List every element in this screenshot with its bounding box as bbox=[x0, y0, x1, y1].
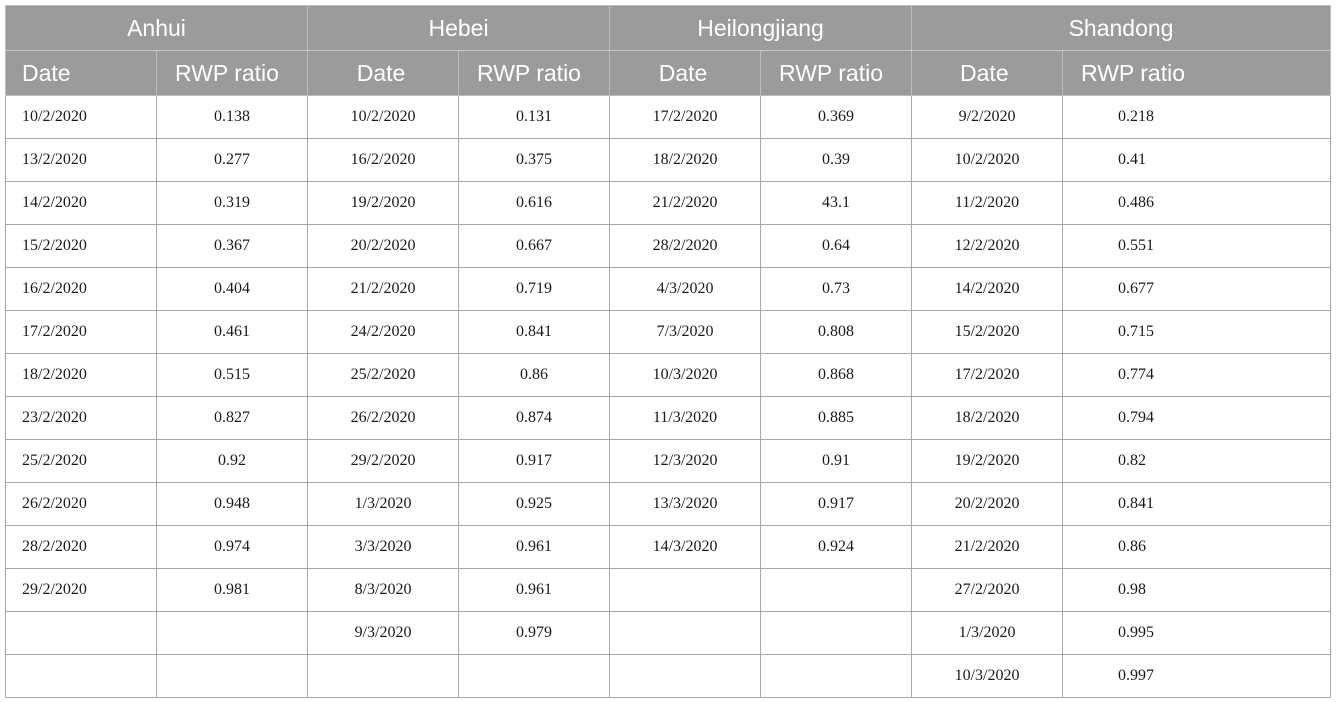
heilongjiang-date-cell: 12/3/2020 bbox=[610, 440, 761, 483]
heilongjiang-ratio-cell bbox=[761, 655, 912, 698]
rwp-ratio-table bbox=[5, 5, 1331, 698]
shandong-date-cell: 9/2/2020 bbox=[912, 96, 1063, 139]
heilongjiang-ratio-cell: 0.917 bbox=[761, 483, 912, 526]
anhui-ratio-cell: 0.515 bbox=[157, 354, 308, 397]
hebei-ratio-cell: 0.917 bbox=[459, 440, 610, 483]
hebei-date-cell bbox=[308, 655, 459, 698]
hebei-ratio-cell: 0.979 bbox=[459, 612, 610, 655]
heilongjiang-date-cell bbox=[610, 612, 761, 655]
shandong-ratio-cell: 0.486 bbox=[1063, 182, 1331, 225]
anhui-date-cell: 28/2/2020 bbox=[6, 526, 157, 569]
heilongjiang-ratio-cell: 0.924 bbox=[761, 526, 912, 569]
heilongjiang-ratio-cell bbox=[761, 612, 912, 655]
heilongjiang-date-cell: 18/2/2020 bbox=[610, 139, 761, 182]
table-row bbox=[6, 483, 1331, 526]
shandong-ratio-cell: 0.995 bbox=[1063, 612, 1331, 655]
anhui-ratio-cell: 0.827 bbox=[157, 397, 308, 440]
anhui-ratio-cell: 0.92 bbox=[157, 440, 308, 483]
heilongjiang-date-cell bbox=[610, 655, 761, 698]
shandong-date-cell: 19/2/2020 bbox=[912, 440, 1063, 483]
heilongjiang-ratio-cell: 0.39 bbox=[761, 139, 912, 182]
hebei-date-cell: 21/2/2020 bbox=[308, 268, 459, 311]
anhui-ratio-cell: 0.277 bbox=[157, 139, 308, 182]
hebei-date-cell: 16/2/2020 bbox=[308, 139, 459, 182]
shandong-date-cell: 15/2/2020 bbox=[912, 311, 1063, 354]
anhui-ratio-cell: 0.138 bbox=[157, 96, 308, 139]
shandong-ratio-cell: 0.794 bbox=[1063, 397, 1331, 440]
column-header-date: Date bbox=[912, 51, 1063, 96]
hebei-date-cell: 25/2/2020 bbox=[308, 354, 459, 397]
hebei-ratio-cell: 0.925 bbox=[459, 483, 610, 526]
table-row bbox=[6, 397, 1331, 440]
shandong-date-cell: 1/3/2020 bbox=[912, 612, 1063, 655]
heilongjiang-date-cell: 11/3/2020 bbox=[610, 397, 761, 440]
hebei-date-cell: 1/3/2020 bbox=[308, 483, 459, 526]
column-header-date: Date bbox=[308, 51, 459, 96]
region-header-hebei: Hebei bbox=[308, 6, 610, 51]
anhui-date-cell: 15/2/2020 bbox=[6, 225, 157, 268]
anhui-ratio-cell: 0.948 bbox=[157, 483, 308, 526]
anhui-ratio-cell bbox=[157, 612, 308, 655]
anhui-date-cell: 26/2/2020 bbox=[6, 483, 157, 526]
hebei-ratio-cell: 0.841 bbox=[459, 311, 610, 354]
hebei-date-cell: 24/2/2020 bbox=[308, 311, 459, 354]
table-row bbox=[6, 354, 1331, 397]
shandong-date-cell: 27/2/2020 bbox=[912, 569, 1063, 612]
table-row bbox=[6, 311, 1331, 354]
shandong-ratio-cell: 0.82 bbox=[1063, 440, 1331, 483]
column-header-date: Date bbox=[610, 51, 761, 96]
heilongjiang-date-cell: 17/2/2020 bbox=[610, 96, 761, 139]
heilongjiang-date-cell: 14/3/2020 bbox=[610, 526, 761, 569]
table-row bbox=[6, 225, 1331, 268]
anhui-date-cell: 16/2/2020 bbox=[6, 268, 157, 311]
anhui-date-cell: 13/2/2020 bbox=[6, 139, 157, 182]
hebei-date-cell: 26/2/2020 bbox=[308, 397, 459, 440]
shandong-date-cell: 18/2/2020 bbox=[912, 397, 1063, 440]
shandong-date-cell: 14/2/2020 bbox=[912, 268, 1063, 311]
shandong-ratio-cell: 0.98 bbox=[1063, 569, 1331, 612]
table-row bbox=[6, 655, 1331, 698]
hebei-date-cell: 3/3/2020 bbox=[308, 526, 459, 569]
hebei-ratio-cell: 0.375 bbox=[459, 139, 610, 182]
column-header-rwp-ratio: RWP ratio bbox=[761, 51, 912, 96]
heilongjiang-date-cell bbox=[610, 569, 761, 612]
hebei-date-cell: 19/2/2020 bbox=[308, 182, 459, 225]
heilongjiang-ratio-cell: 0.868 bbox=[761, 354, 912, 397]
region-header-row bbox=[6, 6, 1331, 51]
shandong-ratio-cell: 0.551 bbox=[1063, 225, 1331, 268]
heilongjiang-ratio-cell: 0.885 bbox=[761, 397, 912, 440]
anhui-ratio-cell: 0.367 bbox=[157, 225, 308, 268]
shandong-date-cell: 10/3/2020 bbox=[912, 655, 1063, 698]
anhui-date-cell: 25/2/2020 bbox=[6, 440, 157, 483]
shandong-ratio-cell: 0.841 bbox=[1063, 483, 1331, 526]
shandong-ratio-cell: 0.774 bbox=[1063, 354, 1331, 397]
anhui-ratio-cell: 0.461 bbox=[157, 311, 308, 354]
shandong-ratio-cell: 0.218 bbox=[1063, 96, 1331, 139]
column-header-rwp-ratio: RWP ratio bbox=[157, 51, 308, 96]
table-row bbox=[6, 139, 1331, 182]
anhui-date-cell: 17/2/2020 bbox=[6, 311, 157, 354]
heilongjiang-date-cell: 7/3/2020 bbox=[610, 311, 761, 354]
heilongjiang-ratio-cell: 0.808 bbox=[761, 311, 912, 354]
heilongjiang-date-cell: 28/2/2020 bbox=[610, 225, 761, 268]
hebei-ratio-cell: 0.874 bbox=[459, 397, 610, 440]
column-header-rwp-ratio: RWP ratio bbox=[459, 51, 610, 96]
heilongjiang-ratio-cell bbox=[761, 569, 912, 612]
hebei-ratio-cell: 0.667 bbox=[459, 225, 610, 268]
region-header-shandong: Shandong bbox=[912, 6, 1331, 51]
rwp-ratio-table-container bbox=[5, 5, 1330, 698]
anhui-ratio-cell: 0.319 bbox=[157, 182, 308, 225]
heilongjiang-date-cell: 4/3/2020 bbox=[610, 268, 761, 311]
anhui-date-cell: 29/2/2020 bbox=[6, 569, 157, 612]
hebei-ratio-cell: 0.961 bbox=[459, 526, 610, 569]
table-row bbox=[6, 526, 1331, 569]
anhui-date-cell: 18/2/2020 bbox=[6, 354, 157, 397]
shandong-ratio-cell: 0.715 bbox=[1063, 311, 1331, 354]
column-header-date: Date bbox=[6, 51, 157, 96]
shandong-ratio-cell: 0.41 bbox=[1063, 139, 1331, 182]
hebei-date-cell: 20/2/2020 bbox=[308, 225, 459, 268]
anhui-ratio-cell: 0.974 bbox=[157, 526, 308, 569]
shandong-ratio-cell: 0.677 bbox=[1063, 268, 1331, 311]
heilongjiang-date-cell: 21/2/2020 bbox=[610, 182, 761, 225]
hebei-ratio-cell: 0.86 bbox=[459, 354, 610, 397]
table-row bbox=[6, 612, 1331, 655]
shandong-date-cell: 11/2/2020 bbox=[912, 182, 1063, 225]
heilongjiang-ratio-cell: 43.1 bbox=[761, 182, 912, 225]
hebei-date-cell: 10/2/2020 bbox=[308, 96, 459, 139]
column-header-rwp-ratio: RWP ratio bbox=[1063, 51, 1331, 96]
shandong-ratio-cell: 0.86 bbox=[1063, 526, 1331, 569]
table-row bbox=[6, 182, 1331, 225]
shandong-date-cell: 20/2/2020 bbox=[912, 483, 1063, 526]
heilongjiang-ratio-cell: 0.369 bbox=[761, 96, 912, 139]
heilongjiang-ratio-cell: 0.64 bbox=[761, 225, 912, 268]
hebei-date-cell: 9/3/2020 bbox=[308, 612, 459, 655]
heilongjiang-ratio-cell: 0.91 bbox=[761, 440, 912, 483]
hebei-date-cell: 8/3/2020 bbox=[308, 569, 459, 612]
region-header-anhui: Anhui bbox=[6, 6, 308, 51]
anhui-ratio-cell: 0.981 bbox=[157, 569, 308, 612]
table-row bbox=[6, 268, 1331, 311]
hebei-ratio-cell: 0.131 bbox=[459, 96, 610, 139]
anhui-ratio-cell: 0.404 bbox=[157, 268, 308, 311]
heilongjiang-ratio-cell: 0.73 bbox=[761, 268, 912, 311]
anhui-date-cell: 10/2/2020 bbox=[6, 96, 157, 139]
table-row bbox=[6, 440, 1331, 483]
shandong-date-cell: 21/2/2020 bbox=[912, 526, 1063, 569]
table-header bbox=[6, 6, 1331, 96]
shandong-ratio-cell: 0.997 bbox=[1063, 655, 1331, 698]
region-header-heilongjiang: Heilongjiang bbox=[610, 6, 912, 51]
anhui-ratio-cell bbox=[157, 655, 308, 698]
table-body bbox=[6, 96, 1331, 698]
table-row bbox=[6, 569, 1331, 612]
hebei-ratio-cell: 0.961 bbox=[459, 569, 610, 612]
hebei-ratio-cell: 0.719 bbox=[459, 268, 610, 311]
hebei-ratio-cell: 0.616 bbox=[459, 182, 610, 225]
column-header-row bbox=[6, 51, 1331, 96]
anhui-date-cell: 23/2/2020 bbox=[6, 397, 157, 440]
table-row bbox=[6, 96, 1331, 139]
shandong-date-cell: 10/2/2020 bbox=[912, 139, 1063, 182]
heilongjiang-date-cell: 13/3/2020 bbox=[610, 483, 761, 526]
hebei-date-cell: 29/2/2020 bbox=[308, 440, 459, 483]
anhui-date-cell bbox=[6, 655, 157, 698]
shandong-date-cell: 17/2/2020 bbox=[912, 354, 1063, 397]
shandong-date-cell: 12/2/2020 bbox=[912, 225, 1063, 268]
hebei-ratio-cell bbox=[459, 655, 610, 698]
anhui-date-cell: 14/2/2020 bbox=[6, 182, 157, 225]
anhui-date-cell bbox=[6, 612, 157, 655]
heilongjiang-date-cell: 10/3/2020 bbox=[610, 354, 761, 397]
